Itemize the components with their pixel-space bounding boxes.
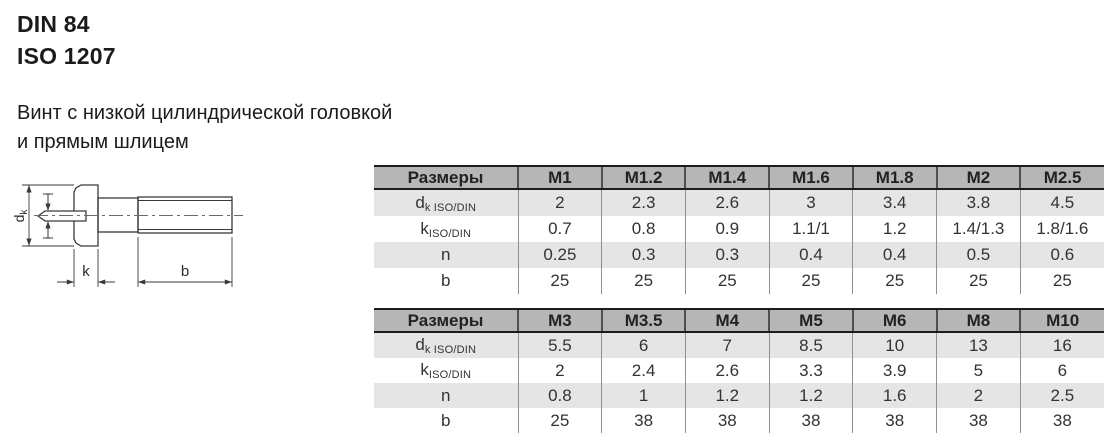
table-cell: 5 <box>937 358 1021 383</box>
row-label <box>374 216 518 242</box>
table-cell: 38 <box>853 408 937 433</box>
table-cell: 38 <box>1020 408 1104 433</box>
row-label-symbol: k <box>420 360 429 379</box>
thread-size-header: M8 <box>937 309 1021 332</box>
row-label <box>374 358 518 383</box>
table-row <box>374 268 1104 294</box>
b-label: b <box>180 263 190 280</box>
table-cell: 25 <box>937 268 1021 294</box>
row-label <box>374 242 518 268</box>
table-cell: 38 <box>769 408 853 433</box>
table-cell: 2 <box>937 383 1021 408</box>
table-cell: 1.2 <box>685 383 769 408</box>
table-cell: 6 <box>602 332 686 358</box>
row-label <box>374 268 518 294</box>
table-cell: 0.7 <box>518 216 602 242</box>
row-label <box>374 189 518 216</box>
row-label-symbol: d <box>415 192 425 212</box>
table-cell: 38 <box>602 408 686 433</box>
table-cell: 25 <box>1020 268 1104 294</box>
table-cell: 0.9 <box>685 216 769 242</box>
table-cell: 1.6 <box>853 383 937 408</box>
dk-label: $d_k$ <box>11 209 30 223</box>
table-row <box>374 358 1104 383</box>
table-cell: 0.3 <box>602 242 686 268</box>
row-label-subscript: ISO/DIN <box>428 369 472 381</box>
table-cell: 25 <box>518 408 602 433</box>
size-column-header: Размеры <box>374 166 518 189</box>
standard-iso: ISO 1207 <box>17 43 116 69</box>
row-label-symbol: n <box>441 385 451 405</box>
table-cell: 1 <box>602 383 686 408</box>
thread-size-header: M2.5 <box>1020 166 1104 189</box>
table-cell: 0.4 <box>853 242 937 268</box>
table-row <box>374 332 1104 358</box>
row-label-symbol: k <box>420 218 429 238</box>
dimensions-table-m1-m2.5 <box>374 165 1104 294</box>
table-cell: 38 <box>685 408 769 433</box>
table-cell: 38 <box>937 408 1021 433</box>
table-cell: 6 <box>1020 358 1104 383</box>
table-cell: 2.3 <box>602 189 686 216</box>
thread-size-header: M1.8 <box>853 166 937 189</box>
screw-technical-drawing <box>0 175 260 300</box>
thread-size-header: M5 <box>769 309 853 332</box>
thread-size-header: M1.4 <box>685 166 769 189</box>
table-cell: 2 <box>518 358 602 383</box>
size-column-header: Размеры <box>374 309 518 332</box>
dimensions-table-m3-m10 <box>374 308 1104 433</box>
table-cell: 25 <box>769 268 853 294</box>
table-cell: 25 <box>853 268 937 294</box>
table-cell: 10 <box>853 332 937 358</box>
row-label-symbol: b <box>441 410 451 430</box>
thread-size-header: M1.2 <box>602 166 686 189</box>
thread-size-header: M6 <box>853 309 937 332</box>
table-row <box>374 242 1104 268</box>
table-cell: 8.5 <box>769 332 853 358</box>
table-cell: 2.5 <box>1020 383 1104 408</box>
thread-size-header: M1 <box>518 166 602 189</box>
table-cell: 1.8/1.6 <box>1020 216 1104 242</box>
description-line-2: и прямым шлицем <box>17 131 189 153</box>
table-cell: 1.4/1.3 <box>937 216 1021 242</box>
table-cell: 0.5 <box>937 242 1021 268</box>
standard-titles <box>17 8 116 72</box>
slot-profile <box>38 211 86 221</box>
table-cell: 25 <box>518 268 602 294</box>
row-label <box>374 408 518 433</box>
table-cell: 25 <box>685 268 769 294</box>
table-cell: 1.1/1 <box>769 216 853 242</box>
table-cell: 4.5 <box>1020 189 1104 216</box>
table-row <box>374 383 1104 408</box>
row-label-symbol: n <box>441 245 451 264</box>
row-label-subscript: k ISO/DIN <box>424 344 477 356</box>
row-label-symbol: b <box>441 271 451 290</box>
table-cell: 2.6 <box>685 189 769 216</box>
row-label-subscript: k ISO/DIN <box>424 201 477 214</box>
screw-thread <box>138 197 232 233</box>
table-cell: 2.6 <box>685 358 769 383</box>
table-cell: 3.4 <box>853 189 937 216</box>
table-cell: 13 <box>937 332 1021 358</box>
table-cell: 3.8 <box>937 189 1021 216</box>
table-row <box>374 216 1104 242</box>
table-cell: 3 <box>769 189 853 216</box>
table-cell: 16 <box>1020 332 1104 358</box>
k-label: k <box>82 263 90 280</box>
thread-size-header: M1.6 <box>769 166 853 189</box>
table-cell: 0.6 <box>1020 242 1104 268</box>
table-cell: 2 <box>518 189 602 216</box>
table-cell: 7 <box>685 332 769 358</box>
table-cell: 3.3 <box>769 358 853 383</box>
thread-size-header: M3.5 <box>602 309 686 332</box>
table-cell: 0.4 <box>769 242 853 268</box>
table-cell: 0.8 <box>602 216 686 242</box>
row-label-symbol: d <box>415 335 425 354</box>
table-cell: 0.8 <box>518 383 602 408</box>
thread-size-header: M3 <box>518 309 602 332</box>
table-cell: 1.2 <box>769 383 853 408</box>
screw-shank <box>98 198 138 232</box>
table-cell: 0.3 <box>685 242 769 268</box>
thread-size-header: M10 <box>1020 309 1104 332</box>
thread-crest-lines <box>138 201 232 230</box>
table-cell: 0.25 <box>518 242 602 268</box>
description-line-1: Винт с низкой цилиндрической головкой <box>17 102 393 124</box>
table-cell: 25 <box>602 268 686 294</box>
table-cell: 5.5 <box>518 332 602 358</box>
row-label <box>374 332 518 358</box>
row-label-subscript: ISO/DIN <box>428 227 472 240</box>
thread-size-header: M2 <box>937 166 1021 189</box>
table-row <box>374 408 1104 433</box>
product-description <box>17 99 392 157</box>
standard-din: DIN 84 <box>17 11 90 37</box>
table-cell: 3.9 <box>853 358 937 383</box>
table-cell: 2.4 <box>602 358 686 383</box>
thread-size-header: M4 <box>685 309 769 332</box>
table-cell: 1.2 <box>853 216 937 242</box>
row-label <box>374 383 518 408</box>
table-row <box>374 189 1104 216</box>
